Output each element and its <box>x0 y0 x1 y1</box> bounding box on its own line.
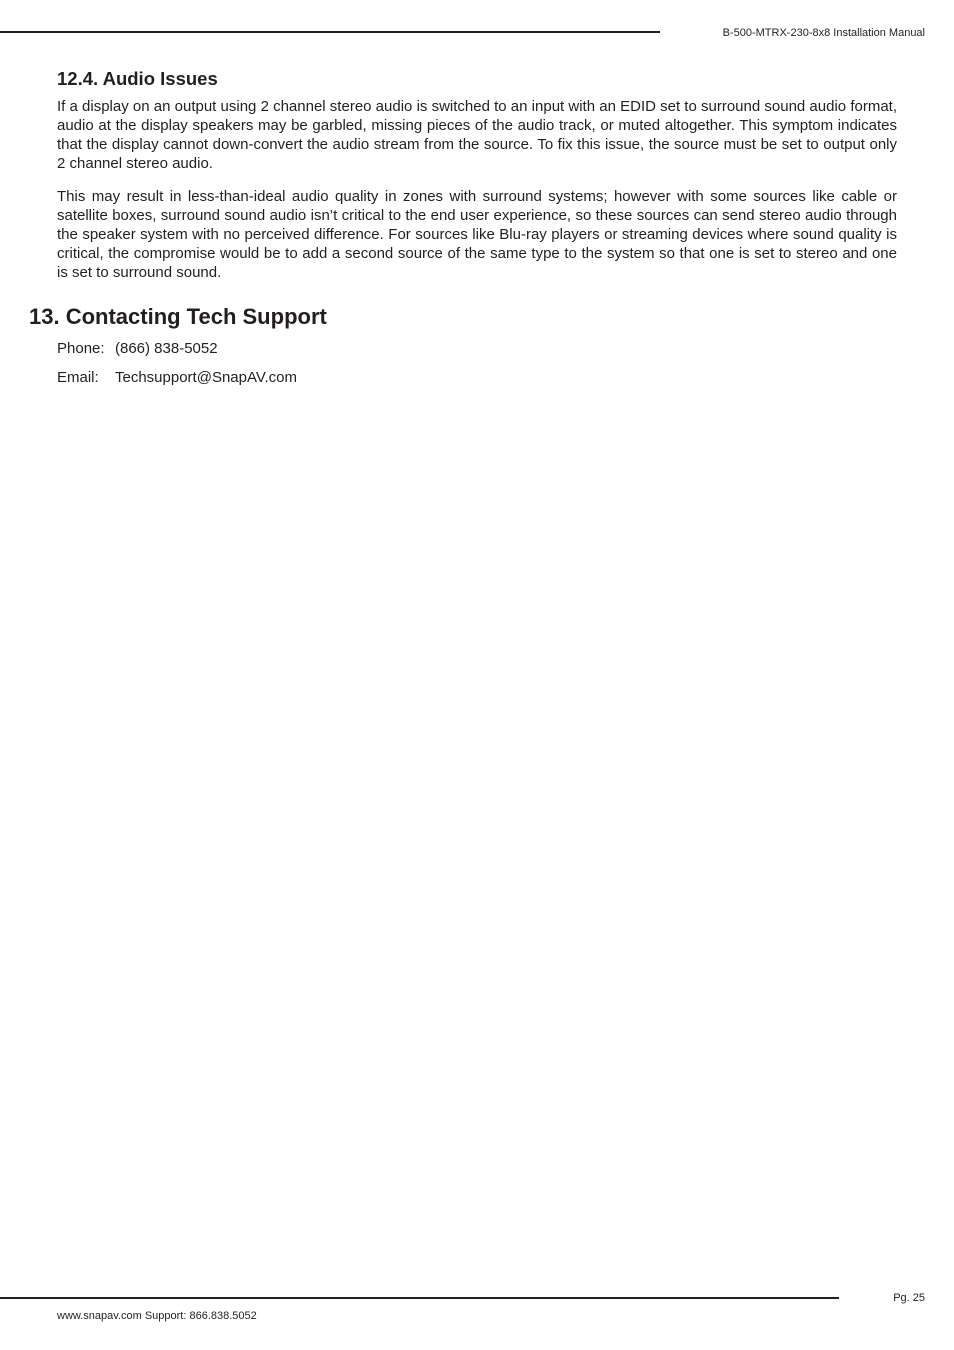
email-label: Email: <box>57 369 99 386</box>
audio-issues-paragraph-2: This may result in less-than-ideal audio quality in zones with surround systems; however with some sources like cable or satellite boxes, surround sound audio isn’t critical to the end user experience, so these sources can send stereo audio through the speaker system with no perceived difference. For sources like Blu-ray players or streaming devices where sound quality is critical, the compromise would be to add a second source of the same type to the system so that one is set to stereo and one is set to surround sound. <box>57 188 897 281</box>
phone-row <box>57 339 218 358</box>
tech-support-heading: 13. Contacting Tech Support <box>29 304 327 329</box>
audio-issues-paragraph-1: If a display on an output using 2 channel stereo audio is switched to an input with an EDID set to surround sound audio format, audio at the display speakers may be garbled, missing pieces of the audio track, or muted altogether. This symptom indicates that the display cannot down-convert the audio stream from the source. To fix this issue, the source must be set to output only 2 channel stereo audio. <box>57 98 897 172</box>
phone-label: Phone: <box>57 340 105 357</box>
footer-website-support: www.snapav.com Support: 866.838.5052 <box>57 1310 257 1322</box>
email-row <box>57 368 297 387</box>
audio-issues-heading: 12.4. Audio Issues <box>57 68 218 89</box>
email-address: Techsupport@SnapAV.com <box>115 369 297 386</box>
header-rule <box>0 31 660 33</box>
footer-rule <box>0 1297 839 1299</box>
audio-issues-section <box>57 68 897 296</box>
document-title: B-500-MTRX-230-8x8 Installation Manual <box>722 27 925 39</box>
phone-number: (866) 838-5052 <box>115 340 218 357</box>
page-number: Pg. 25 <box>893 1292 925 1304</box>
